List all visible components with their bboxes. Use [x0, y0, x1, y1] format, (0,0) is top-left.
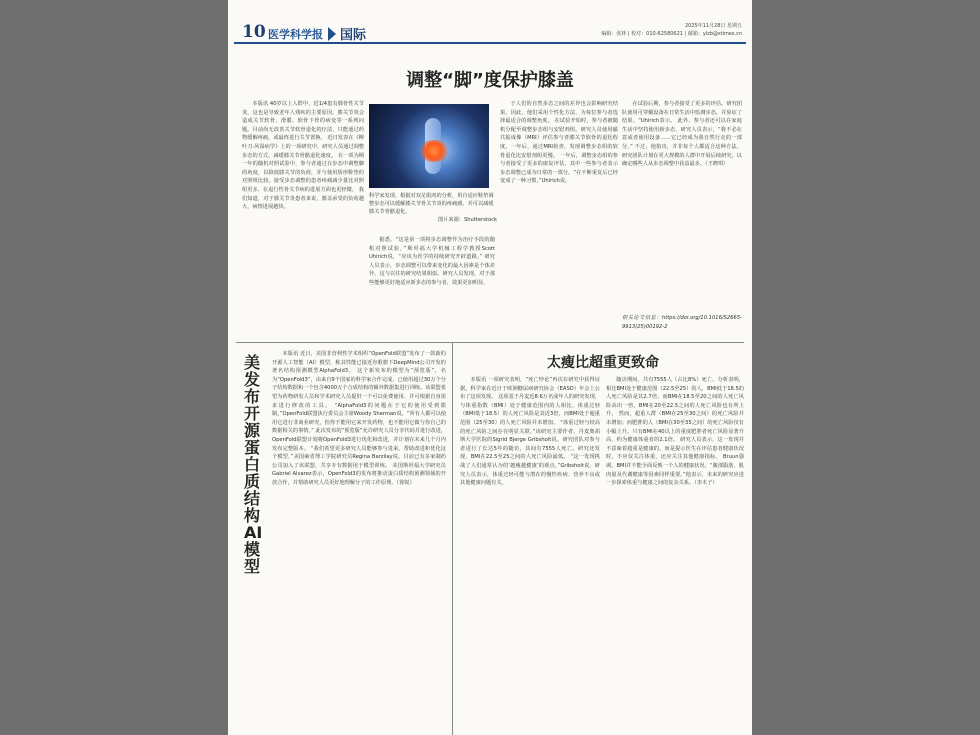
column-divider	[452, 343, 453, 735]
article2-title: 美发布开源蛋白质结构AI模型	[244, 353, 263, 576]
article1-col4: 在试验后期，参与者接受了更多的评估。研究团队使用可穿戴设备在日常生活中监测步态，并验证了结果。“Uhlrich表示。 此外，参与者还可以在家庭生活中坚持使用新步态，研究人员表示，“我不必在意或者使用设备……它已经成为我自然行走的一部分。” 不过，他指出，并非每个人都适合这种方法。研究团队计划在更大规模的人群中开展后续研究，以确定哪些人从步态调整中获益最多。（王晓琪）	[622, 101, 742, 168]
article1-col2: 据悉，“这是第一项将步态调整作为治疗手段的随机对照试验，”斯坦福大学机械工程学教授Scott Uhlrich说，“应该为医学的持续研究开辟道路。” 研究人员表示，步态调整可以带来变化的最大因素是个体差异，这与以往的研究结果相似。研究人员发现，对于那些能够更好地适应新步态的参与者，效果更加明显。	[369, 237, 495, 286]
newspaper-page	[228, 0, 752, 735]
article3-title: 太瘦比超重更致命	[547, 355, 659, 371]
section-divider	[236, 342, 744, 343]
article1-col1: 本版讯 40岁以上人群中，近1/4患有膝骨性关节炎，这也是导致老年人残疾的主要原因。膝关节炎会造成关节软骨、滑膜、软骨下骨的病变等一系列问题。目前尚无改善关节软骨退化的疗法，只能通过药物缓解疼痛，或最终进行关节置换。 近日发表在《柳叶刀·风湿病学》上的一项研究中，研究人员通过调整步态的方式，减缓膝关节骨骼退化速度。 在一项为期一年的随机对照试验中，参与者通过在步态中调整脚的角度，以降低膝关节的负荷，并与使用矫形鞋垫的对照组比较。接受步态调整的患者疼痛减少量比对照组更多，在退行性骨关节病的进展方面也更轻微。 我们知道，对于膝关节炎患者来说，膝盖承受的负荷越大，病情进展越快。	[242, 101, 364, 211]
paper-name: 医学科学报	[268, 28, 323, 41]
article3-col1: 本版讯 一项研究表明，“死亡悖论”再次在研究中获得证据。科学家在近日于欧洲糖尿病研究协会（EASD）年会上公布了这项发现。 这项基于丹麦近8.6万名成年人的研究发现，与体重指数（BMI）处于健康范围内的人相比，体重过轻（BMI低于18.5）的人死亡风险是其近3倍，而BMI处于超重范围（25至30）的人死亡风险并未增加。 “体重过轻与较高的死亡风险之间存在明显关联，”该研究主要作者、丹麦奥胡斯大学医院的Sigrid Bjerge Gribsholt说。研究团队对参与者进行了长达5年的随访，其间有7555人死亡。研究还发现，BMI在22.5至25之间的人死亡风险最低。 “这一发现挑战了人们通常认为的‘越瘦越健康’的观点，”Gribsholt说。研究人员表示，体重过轻可能与潜在的慢性疾病、营养不良或其他健康问题有关。	[460, 377, 600, 487]
masthead-info	[601, 22, 742, 38]
article1-source: 相关论文信息：https://doi.org/10.1016/S2665-9913(25)00192-2	[622, 315, 742, 330]
article1-col3: 于人们的自然步态之间的差异也会影响研究结果。因此，他们采用个性化方法，为每位参与者选择最适合的调整角度。 在试验开始时，参与者被随机分配至调整步态组与安慰剂组。研究人员使用磁共振成像（MRI）评估参与者膝关节软骨的退化程度，一年后，通过MRI检查，发现调整步态组的软骨退化比安慰剂组更慢。 一年后，调整步态组的参与者接受了更多的康复评估，其中一些参与者表示步态调整已成为日常的一部分，“在不断重复后已经变成了一种习惯，”Uhlrich说。	[500, 101, 618, 185]
knee-photo	[369, 104, 489, 188]
caption-credit: 图片来源：Shutterstock	[438, 217, 497, 223]
article2-body: 本版讯 近日，美国非营利性学术组织“OpenFold联盟”发布了一款新的开源人工智能（AI）模型，称其性能已接近谷歌旗下DeepMind公司开发的著名结构预测模型AlphaFold3。 这个新发布的模型为“预览版”，名为“OpenFold3”，由来自9个国家的科学家合作完成，已使用超过30万个分子结构数据和一个包含4000万个合成结构的额外数据集进行训练。该联盟希望为药物研发人员和学术研究人员提供一个可以免费使用、并可根据自身需求进行修改的工具。 “AlphaFold3的问题在于它的使用受到限制，”OpenFold联盟执行委员会主席Woody Sherman说，“所有人都可以使用它进行非商业研究，但你不能用它来开发药物，也不能用它做与你自己的数据相关的事情。” 此次发布的“预览版”允许研究人员分享代码并进行改进，OpenFold联盟计划将OpenFold3进行优化和改进，并计划在未来几个月内发布完整版本。 “我们希望更多研究人员能够参与进来，帮助改进和优化这个模型，”美国麻省理工学院研究员Regina Barzilay说。目前已有多家制药公司加入了该联盟，共享专有数据用于模型训练。 美国斯坦福大学研究员Gabriel Alvarez表示，OpenFold3的发布将推动蛋白质结构预测领域的开放合作，并帮助研究人员更好地理解分子的工作原理。（徐锐）	[272, 351, 446, 486]
date-line: 2025年11月28日 星期五	[684, 23, 742, 29]
knee-glow	[417, 140, 451, 162]
caption-text: 科学家发现，根据对双足肌肉的分析，用自适应鞋垫调整步态可以缓解膝关节骨关节炎的疼痛感，并可以减缓膝关节骨骼退化。	[369, 193, 494, 215]
contact-line: 编辑：张林 | 校对：010-62580621 | 邮箱：ylzb@stimes.cn	[601, 31, 742, 37]
article3-col2: 随访期间，共有7555人（占比8%）死亡。分析表明，相比BMI处于健康范围（22.5至25）的人，BMI低于18.5的人死亡风险是其2.7倍。而BMI在18.5至20之间的人死亡风险高出一倍，BMI在20至22.5之间的人死亡风险也有所上升。 然而，超重人群（BMI在25至30之间）的死亡风险并未增加；而肥胖的人（BMI在30至35之间）的死亡风险仅有小幅上升。只有BMI在40以上的重度肥胖者死亡风险显著升高，约为健康体重者的2.1倍。 研究人员表示，这一发现并不意味着超重是健康的，而是提示医生在评估患者健康状况时，不应仅关注体重，还应关注其他健康指标。 Bruun强调，BMI并不能全面反映一个人的健康状况，“腹部脂肪、肌肉量及代谢健康等因素同样重要。”他表示，未来的研究应进一步探索体重与健康之间的复杂关系。（李木子）	[606, 377, 744, 487]
photo-caption	[369, 192, 497, 224]
page-number: 10	[242, 22, 266, 42]
section-label: 国际	[328, 24, 366, 43]
article1-title: 调整“脚”度保护膝盖	[406, 70, 574, 91]
